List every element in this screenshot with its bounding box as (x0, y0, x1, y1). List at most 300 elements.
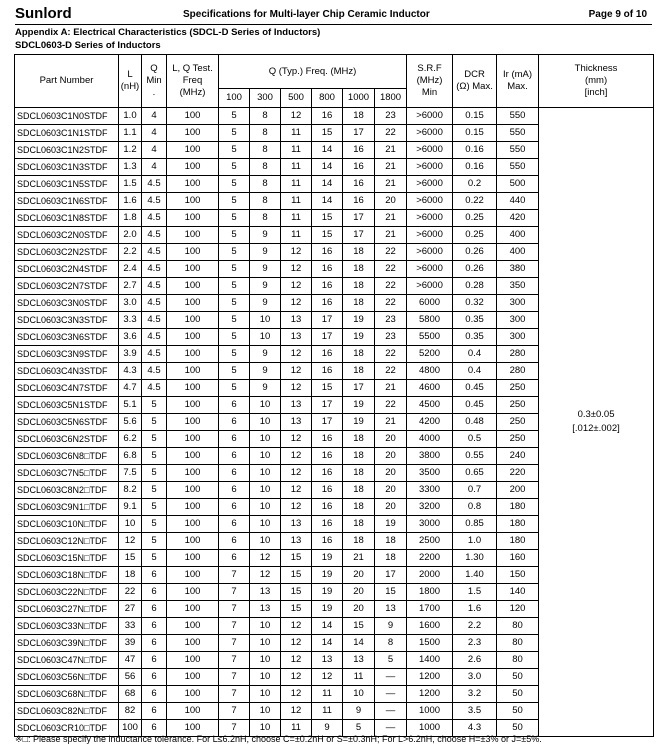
cell-q-1000: 19 (343, 397, 375, 414)
cell-q-100: 6 (219, 414, 250, 431)
cell-q-min: 6 (142, 567, 167, 584)
cell-inductance: 6.2 (119, 431, 142, 448)
cell-dcr: 0.16 (453, 142, 497, 159)
cell-q-300: 9 (250, 346, 281, 363)
cell-test-freq: 100 (167, 669, 219, 686)
cell-q-500: 15 (281, 550, 312, 567)
cell-inductance: 2.7 (119, 278, 142, 295)
cell-q-1800: 17 (375, 567, 407, 584)
cell-q-min: 5 (142, 414, 167, 431)
cell-q-min: 4.5 (142, 346, 167, 363)
cell-part-number: SDCL0603C15N□TDF (15, 550, 119, 567)
cell-srf: 5500 (407, 329, 453, 346)
cell-inductance: 8.2 (119, 482, 142, 499)
cell-inductance: 2.0 (119, 227, 142, 244)
cell-q-min: 4.5 (142, 193, 167, 210)
cell-q-500: 12 (281, 618, 312, 635)
cell-q-500: 11 (281, 720, 312, 737)
cell-q-500: 11 (281, 125, 312, 142)
cell-q-1800: 18 (375, 533, 407, 550)
cell-part-number: SDCL0603C2N2STDF (15, 244, 119, 261)
cell-dcr: 0.16 (453, 159, 497, 176)
cell-q-min: 4.5 (142, 261, 167, 278)
cell-rated-current: 550 (497, 159, 539, 176)
cell-part-number: SDCL0603C47N□TDF (15, 652, 119, 669)
cell-rated-current: 160 (497, 550, 539, 567)
cell-part-number: SDCL0603CR10□TDF (15, 720, 119, 737)
cell-test-freq: 100 (167, 414, 219, 431)
cell-q-1000: 18 (343, 499, 375, 516)
cell-q-100: 5 (219, 108, 250, 125)
cell-q-800: 16 (312, 431, 343, 448)
cell-q-500: 15 (281, 584, 312, 601)
cell-q-1800: 22 (375, 295, 407, 312)
cell-q-800: 16 (312, 465, 343, 482)
cell-dcr: 4.3 (453, 720, 497, 737)
cell-dcr: 1.6 (453, 601, 497, 618)
cell-dcr: 2.2 (453, 618, 497, 635)
cell-q-1800: 20 (375, 448, 407, 465)
cell-q-1800: 19 (375, 516, 407, 533)
cell-q-100: 7 (219, 652, 250, 669)
cell-q-1800: 20 (375, 482, 407, 499)
cell-part-number: SDCL0603C2N0STDF (15, 227, 119, 244)
cell-inductance: 47 (119, 652, 142, 669)
cell-q-100: 7 (219, 584, 250, 601)
cell-q-1000: 14 (343, 635, 375, 652)
cell-q-1000: 16 (343, 176, 375, 193)
cell-rated-current: 300 (497, 312, 539, 329)
cell-srf: 3200 (407, 499, 453, 516)
cell-part-number: SDCL0603C1N2STDF (15, 142, 119, 159)
cell-q-min: 4.5 (142, 210, 167, 227)
cell-q-300: 10 (250, 652, 281, 669)
cell-part-number: SDCL0603C7N5□TDF (15, 465, 119, 482)
cell-inductance: 2.2 (119, 244, 142, 261)
page-number: Page 9 of 10 (588, 9, 647, 20)
cell-test-freq: 100 (167, 210, 219, 227)
cell-dcr: 0.55 (453, 448, 497, 465)
cell-q-800: 15 (312, 380, 343, 397)
cell-part-number: SDCL0603C68N□TDF (15, 686, 119, 703)
page-header (15, 5, 652, 25)
cell-srf: 4000 (407, 431, 453, 448)
cell-q-1000: 19 (343, 414, 375, 431)
cell-q-1000: 20 (343, 584, 375, 601)
cell-dcr: 0.45 (453, 397, 497, 414)
cell-dcr: 0.35 (453, 329, 497, 346)
cell-srf: >6000 (407, 176, 453, 193)
cell-q-100: 7 (219, 686, 250, 703)
cell-q-800: 16 (312, 448, 343, 465)
cell-q-500: 13 (281, 397, 312, 414)
cell-part-number: SDCL0603C22N□TDF (15, 584, 119, 601)
cell-q-1800: 18 (375, 550, 407, 567)
col-q-300: 300 (250, 89, 281, 108)
cell-srf: 1200 (407, 669, 453, 686)
cell-part-number: SDCL0603C1N0STDF (15, 108, 119, 125)
cell-part-number: SDCL0603C6N8□TDF (15, 448, 119, 465)
cell-q-300: 12 (250, 567, 281, 584)
cell-rated-current: 440 (497, 193, 539, 210)
cell-q-1000: 17 (343, 125, 375, 142)
cell-q-100: 7 (219, 601, 250, 618)
cell-rated-current: 50 (497, 686, 539, 703)
cell-rated-current: 550 (497, 125, 539, 142)
cell-rated-current: 400 (497, 244, 539, 261)
cell-q-1800: 20 (375, 431, 407, 448)
cell-q-1800: 5 (375, 652, 407, 669)
cell-q-300: 8 (250, 159, 281, 176)
cell-q-min: 4.5 (142, 244, 167, 261)
cell-q-1800: 13 (375, 601, 407, 618)
cell-q-min: 4.5 (142, 295, 167, 312)
cell-test-freq: 100 (167, 159, 219, 176)
cell-q-800: 14 (312, 635, 343, 652)
cell-q-100: 6 (219, 397, 250, 414)
col-dcr: DCR (Ω) Max. (453, 55, 497, 108)
cell-q-800: 16 (312, 499, 343, 516)
cell-inductance: 3.0 (119, 295, 142, 312)
cell-q-100: 5 (219, 142, 250, 159)
cell-srf: >6000 (407, 193, 453, 210)
cell-rated-current: 150 (497, 567, 539, 584)
cell-q-500: 12 (281, 686, 312, 703)
cell-q-1000: 5 (343, 720, 375, 737)
cell-q-300: 9 (250, 227, 281, 244)
cell-q-100: 5 (219, 210, 250, 227)
cell-test-freq: 100 (167, 703, 219, 720)
cell-inductance: 1.2 (119, 142, 142, 159)
cell-test-freq: 100 (167, 550, 219, 567)
cell-q-1800: 9 (375, 618, 407, 635)
cell-q-min: 4.5 (142, 176, 167, 193)
cell-q-300: 8 (250, 210, 281, 227)
cell-q-300: 13 (250, 601, 281, 618)
cell-q-300: 10 (250, 465, 281, 482)
cell-srf: 3300 (407, 482, 453, 499)
cell-inductance: 4.7 (119, 380, 142, 397)
cell-dcr: 0.25 (453, 210, 497, 227)
cell-rated-current: 220 (497, 465, 539, 482)
cell-q-800: 19 (312, 567, 343, 584)
cell-q-1000: 18 (343, 261, 375, 278)
cell-rated-current: 120 (497, 601, 539, 618)
cell-inductance: 12 (119, 533, 142, 550)
brand-logo: Sunlord (15, 5, 72, 22)
cell-srf: 3500 (407, 465, 453, 482)
cell-test-freq: 100 (167, 448, 219, 465)
cell-q-800: 16 (312, 108, 343, 125)
cell-q-300: 10 (250, 482, 281, 499)
cell-q-500: 11 (281, 193, 312, 210)
cell-q-500: 13 (281, 312, 312, 329)
cell-q-300: 10 (250, 720, 281, 737)
cell-q-min: 5 (142, 465, 167, 482)
col-inductance: L (nH) (119, 55, 142, 108)
cell-test-freq: 100 (167, 278, 219, 295)
cell-q-1800: 22 (375, 125, 407, 142)
cell-q-min: 6 (142, 652, 167, 669)
cell-q-100: 5 (219, 244, 250, 261)
cell-q-1800: — (375, 686, 407, 703)
cell-q-500: 12 (281, 346, 312, 363)
cell-q-800: 17 (312, 312, 343, 329)
cell-inductance: 2.4 (119, 261, 142, 278)
cell-q-800: 15 (312, 210, 343, 227)
cell-part-number: SDCL0603C39N□TDF (15, 635, 119, 652)
cell-q-1000: 18 (343, 431, 375, 448)
cell-dcr: 1.30 (453, 550, 497, 567)
cell-q-800: 16 (312, 278, 343, 295)
cell-rated-current: 200 (497, 482, 539, 499)
cell-q-300: 10 (250, 516, 281, 533)
cell-dcr: 0.8 (453, 499, 497, 516)
cell-q-100: 6 (219, 465, 250, 482)
cell-rated-current: 80 (497, 618, 539, 635)
cell-q-min: 4.5 (142, 227, 167, 244)
series-title: SDCL0603-D Series of Inductors (15, 40, 161, 51)
cell-part-number: SDCL0603C2N4STDF (15, 261, 119, 278)
cell-dcr: 0.28 (453, 278, 497, 295)
cell-test-freq: 100 (167, 295, 219, 312)
cell-q-1000: 17 (343, 380, 375, 397)
cell-q-100: 5 (219, 295, 250, 312)
cell-rated-current: 380 (497, 261, 539, 278)
col-test-freq: L, Q Test. Freq (MHz) (167, 55, 219, 108)
cell-srf: 2500 (407, 533, 453, 550)
cell-q-300: 8 (250, 176, 281, 193)
col-q-typ-group: Q (Typ.) Freq. (MHz) (219, 55, 407, 89)
cell-test-freq: 100 (167, 397, 219, 414)
cell-test-freq: 100 (167, 652, 219, 669)
cell-q-800: 9 (312, 720, 343, 737)
cell-dcr: 0.45 (453, 380, 497, 397)
cell-q-1000: 18 (343, 278, 375, 295)
cell-q-500: 12 (281, 363, 312, 380)
cell-q-1800: 21 (375, 380, 407, 397)
cell-part-number: SDCL0603C1N3STDF (15, 159, 119, 176)
cell-srf: >6000 (407, 244, 453, 261)
cell-q-min: 6 (142, 618, 167, 635)
cell-q-500: 12 (281, 431, 312, 448)
cell-q-800: 14 (312, 159, 343, 176)
cell-q-800: 19 (312, 601, 343, 618)
cell-q-min: 4.5 (142, 278, 167, 295)
cell-srf: 2000 (407, 567, 453, 584)
cell-srf: 1000 (407, 703, 453, 720)
cell-q-300: 10 (250, 414, 281, 431)
cell-q-min: 6 (142, 703, 167, 720)
cell-dcr: 2.6 (453, 652, 497, 669)
cell-part-number: SDCL0603C56N□TDF (15, 669, 119, 686)
cell-q-min: 5 (142, 431, 167, 448)
cell-q-500: 12 (281, 482, 312, 499)
cell-part-number: SDCL0603C1N8STDF (15, 210, 119, 227)
cell-rated-current: 180 (497, 516, 539, 533)
cell-q-min: 5 (142, 499, 167, 516)
cell-q-300: 10 (250, 397, 281, 414)
cell-srf: 1200 (407, 686, 453, 703)
cell-q-1800: 21 (375, 414, 407, 431)
cell-q-1800: 21 (375, 210, 407, 227)
cell-q-100: 5 (219, 227, 250, 244)
col-part-number: Part Number (15, 55, 119, 108)
cell-srf: 1700 (407, 601, 453, 618)
cell-srf: 5200 (407, 346, 453, 363)
cell-q-300: 10 (250, 448, 281, 465)
cell-part-number: SDCL0603C1N1STDF (15, 125, 119, 142)
cell-q-800: 11 (312, 686, 343, 703)
cell-inductance: 33 (119, 618, 142, 635)
cell-test-freq: 100 (167, 482, 219, 499)
cell-thickness: 0.3±0.05 [.012±.002] (539, 108, 654, 737)
cell-q-1800: 23 (375, 329, 407, 346)
cell-q-500: 13 (281, 533, 312, 550)
cell-part-number: SDCL0603C9N1□TDF (15, 499, 119, 516)
cell-rated-current: 180 (497, 499, 539, 516)
cell-q-300: 9 (250, 380, 281, 397)
cell-rated-current: 300 (497, 329, 539, 346)
cell-q-1000: 18 (343, 363, 375, 380)
cell-inductance: 1.3 (119, 159, 142, 176)
col-srf: S.R.F (MHz) Min (407, 55, 453, 108)
cell-dcr: 0.26 (453, 244, 497, 261)
cell-inductance: 1.5 (119, 176, 142, 193)
cell-q-100: 6 (219, 499, 250, 516)
cell-q-1800: 22 (375, 261, 407, 278)
cell-q-1800: 22 (375, 363, 407, 380)
col-q-1800: 1800 (375, 89, 407, 108)
cell-dcr: 0.15 (453, 125, 497, 142)
cell-q-300: 8 (250, 142, 281, 159)
cell-q-1000: 18 (343, 482, 375, 499)
cell-q-1800: 23 (375, 312, 407, 329)
cell-q-1800: 23 (375, 108, 407, 125)
cell-q-100: 6 (219, 533, 250, 550)
cell-test-freq: 100 (167, 346, 219, 363)
header-rule (15, 24, 652, 25)
cell-dcr: 2.3 (453, 635, 497, 652)
cell-srf: 5800 (407, 312, 453, 329)
cell-q-1000: 21 (343, 550, 375, 567)
cell-inductance: 6.8 (119, 448, 142, 465)
cell-q-1000: 11 (343, 669, 375, 686)
cell-q-300: 10 (250, 533, 281, 550)
cell-q-min: 6 (142, 635, 167, 652)
table-row (15, 108, 654, 125)
cell-part-number: SDCL0603C2N7STDF (15, 278, 119, 295)
spec-table (14, 54, 654, 737)
cell-rated-current: 280 (497, 363, 539, 380)
cell-q-500: 12 (281, 108, 312, 125)
cell-dcr: 0.2 (453, 176, 497, 193)
cell-part-number: SDCL0603C3N6STDF (15, 329, 119, 346)
cell-q-1000: 16 (343, 159, 375, 176)
cell-inductance: 1.6 (119, 193, 142, 210)
cell-srf: 1600 (407, 618, 453, 635)
cell-q-1000: 16 (343, 142, 375, 159)
cell-srf: >6000 (407, 125, 453, 142)
cell-q-1800: 20 (375, 193, 407, 210)
cell-q-100: 5 (219, 261, 250, 278)
cell-q-300: 10 (250, 618, 281, 635)
cell-q-1000: 15 (343, 618, 375, 635)
cell-part-number: SDCL0603C1N6STDF (15, 193, 119, 210)
cell-rated-current: 140 (497, 584, 539, 601)
cell-inductance: 1.0 (119, 108, 142, 125)
cell-q-1800: 22 (375, 278, 407, 295)
cell-part-number: SDCL0603C3N9STDF (15, 346, 119, 363)
cell-rated-current: 550 (497, 142, 539, 159)
cell-q-800: 14 (312, 142, 343, 159)
cell-q-500: 12 (281, 244, 312, 261)
col-q-800: 800 (312, 89, 343, 108)
col-thickness: Thickness (mm) [inch] (539, 55, 654, 108)
cell-q-min: 4 (142, 142, 167, 159)
cell-part-number: SDCL0603C5N1STDF (15, 397, 119, 414)
cell-q-100: 6 (219, 550, 250, 567)
cell-q-min: 4.5 (142, 312, 167, 329)
cell-part-number: SDCL0603C1N5STDF (15, 176, 119, 193)
cell-q-300: 8 (250, 125, 281, 142)
cell-q-800: 11 (312, 703, 343, 720)
cell-q-1000: 17 (343, 210, 375, 227)
cell-q-1000: 18 (343, 465, 375, 482)
cell-q-500: 12 (281, 380, 312, 397)
cell-test-freq: 100 (167, 227, 219, 244)
cell-srf: 3000 (407, 516, 453, 533)
cell-q-500: 11 (281, 159, 312, 176)
cell-srf: >6000 (407, 142, 453, 159)
cell-srf: 1400 (407, 652, 453, 669)
cell-q-500: 12 (281, 295, 312, 312)
cell-q-1800: 22 (375, 346, 407, 363)
cell-part-number: SDCL0603C6N2STDF (15, 431, 119, 448)
cell-dcr: 0.25 (453, 227, 497, 244)
cell-q-100: 5 (219, 329, 250, 346)
cell-test-freq: 100 (167, 465, 219, 482)
cell-q-100: 6 (219, 431, 250, 448)
cell-part-number: SDCL0603C4N3STDF (15, 363, 119, 380)
cell-part-number: SDCL0603C27N□TDF (15, 601, 119, 618)
cell-q-100: 7 (219, 669, 250, 686)
cell-q-500: 12 (281, 652, 312, 669)
cell-srf: >6000 (407, 210, 453, 227)
cell-q-min: 6 (142, 720, 167, 737)
cell-rated-current: 250 (497, 397, 539, 414)
cell-inductance: 5.6 (119, 414, 142, 431)
col-q-1000: 1000 (343, 89, 375, 108)
cell-q-min: 6 (142, 669, 167, 686)
cell-dcr: 1.40 (453, 567, 497, 584)
cell-inductance: 10 (119, 516, 142, 533)
cell-q-800: 12 (312, 669, 343, 686)
cell-part-number: SDCL0603C5N6STDF (15, 414, 119, 431)
cell-q-1800: 22 (375, 244, 407, 261)
cell-q-300: 9 (250, 261, 281, 278)
cell-q-min: 4 (142, 108, 167, 125)
cell-inductance: 22 (119, 584, 142, 601)
cell-srf: 4200 (407, 414, 453, 431)
cell-inductance: 1.8 (119, 210, 142, 227)
cell-inductance: 56 (119, 669, 142, 686)
cell-q-500: 12 (281, 278, 312, 295)
cell-test-freq: 100 (167, 193, 219, 210)
cell-q-min: 5 (142, 533, 167, 550)
cell-q-1800: 15 (375, 584, 407, 601)
footnote: ※□: Please specify the inductance tolerance. For L≤6.2nH, choose C=±0.2nH or S=±0.3nH; For L>6.2nH, choose H=±3% or J=±5%. (15, 734, 542, 744)
